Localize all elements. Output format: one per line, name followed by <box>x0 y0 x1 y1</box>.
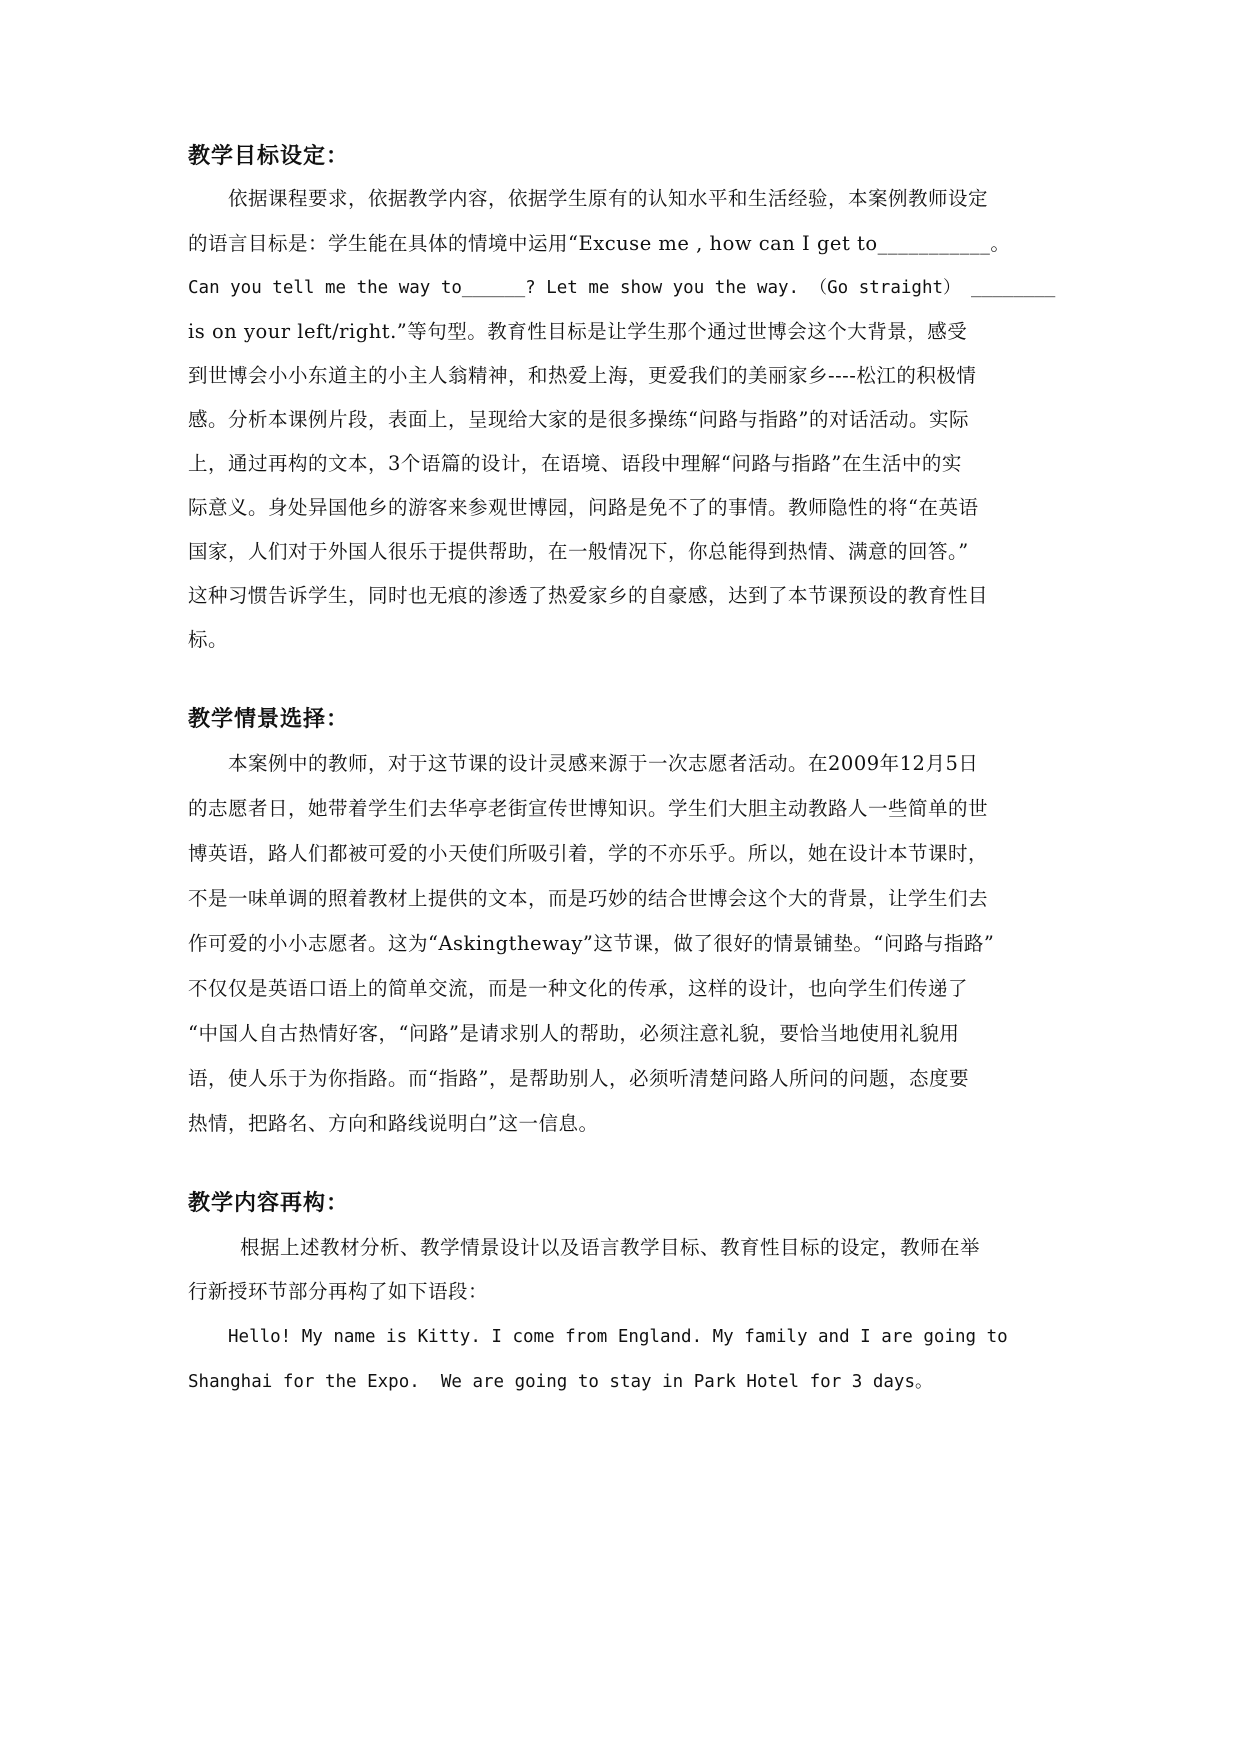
paragraph-line: 的志愿者日，她带着学生们去华亭老街宣传世博知识。学生们大胆主动教路人一些简单的世 <box>188 797 989 820</box>
paragraph-line: is on your left/right.”等句型。教育性目标是让学生那个通过世博会这个大背景，感受 <box>188 320 968 343</box>
paragraph-line: 标。 <box>188 628 229 651</box>
paragraph-line: 依据课程要求，依据教学内容，依据学生原有的认知水平和生活经验，本案例教师设定 <box>228 187 989 210</box>
paragraph-line: 作可爱的小小志愿者。这为“Askingtheway”这节课，做了很好的情景铺垫。“问路与指路” <box>188 932 995 955</box>
paragraph-line: Hello! My name is Kitty. I come from England. My family and I are going to <box>228 1327 1008 1347</box>
section-heading-content-restructure: 教学内容再构： <box>188 1191 350 1216</box>
paragraph-line: 国家，人们对于外国人很乐于提供帮助，在一般情况下，你总能得到热情、满意的回答。” <box>188 540 969 563</box>
section-heading-teaching-context: 教学情景选择： <box>188 707 350 732</box>
paragraph-line: 本案例中的教师，对于这节课的设计灵感来源于一次志愿者活动。在2009年12月5日 <box>228 752 979 775</box>
section-heading-teaching-goals: 教学目标设定： <box>188 144 350 169</box>
paragraph-line: 到世博会小小东道主的小主人翁精神，和热爱上海，更爱我们的美丽家乡----松江的积极情 <box>188 364 977 387</box>
paragraph-line: 的语言目标是：学生能在具体的情境中运用“Excuse me , how can I get to___________。 <box>188 232 1011 255</box>
paragraph-line: 际意义。身处异国他乡的游客来参观世博园，问路是免不了的事情。教师隐性的将“在英语 <box>188 496 979 519</box>
paragraph-line: Shanghai for the Expo. We are going to stay in Park Hotel for 3 days。 <box>188 1372 933 1392</box>
paragraph-line: 感。分析本课例片段，表面上，呈现给大家的是很多操练“问路与指路”的对话活动。实际 <box>188 408 969 431</box>
paragraph-line: Can you tell me the way to______? Let me show you the way. （Go straight） ________ <box>188 278 1056 298</box>
paragraph-line: 不是一味单调的照着教材上提供的文本，而是巧妙的结合世博会这个大的背景，让学生们去 <box>188 887 989 910</box>
paragraph-line: 热情，把路名、方向和路线说明白”这一信息。 <box>188 1112 599 1135</box>
paragraph-line: 不仅仅是英语口语上的简单交流，而是一种文化的传承，这样的设计，也向学生们传递了 <box>188 977 969 1000</box>
paragraph-line: 语，使人乐于为你指路。而“指路”，是帮助别人，必须听清楚问路人所问的问题，态度要 <box>188 1067 969 1090</box>
paragraph-line: “中国人自古热情好客，“问路”是请求别人的帮助，必须注意礼貌，要恰当地使用礼貌用 <box>188 1022 960 1045</box>
paragraph-line: 根据上述教材分析、教学情景设计以及语言教学目标、教育性目标的设定，教师在举 <box>240 1236 981 1259</box>
paragraph-line: 行新授环节部分再构了如下语段： <box>188 1280 489 1303</box>
paragraph-line: 这种习惯告诉学生，同时也无痕的渗透了热爱家乡的自豪感，达到了本节课预设的教育性目 <box>188 584 989 607</box>
paragraph-line: 上，通过再构的文本，3个语篇的设计，在语境、语段中理解“问路与指路”在生活中的实 <box>188 452 962 475</box>
paragraph-line: 博英语，路人们都被可爱的小天使们所吸引着，学的不亦乐乎。所以，她在设计本节课时， <box>188 842 989 865</box>
